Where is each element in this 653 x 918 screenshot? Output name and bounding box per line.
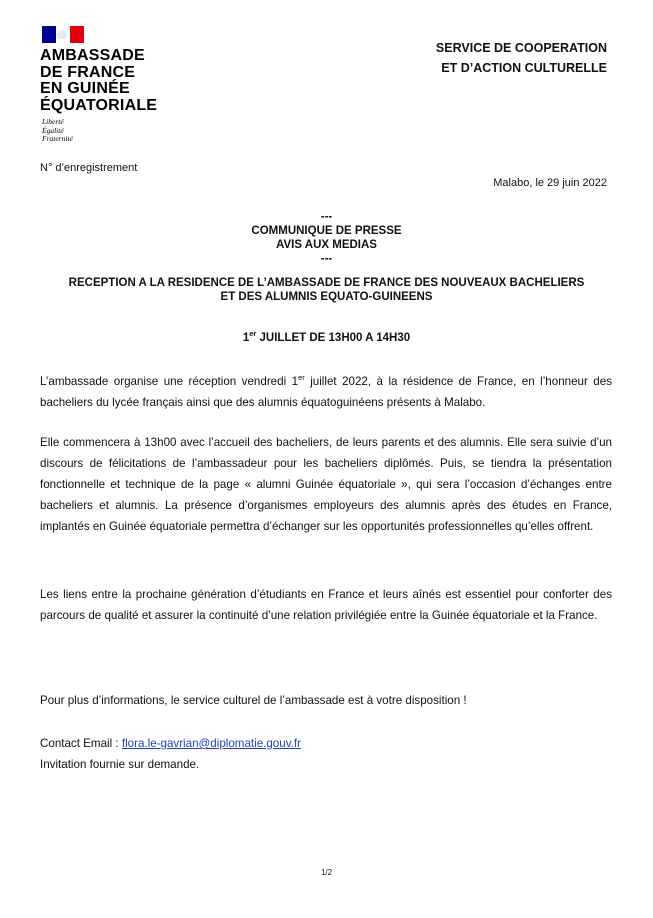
media-notice-title: AVIS AUX MEDIAS <box>276 239 377 251</box>
event-day-suffix: er <box>249 329 257 339</box>
invitation-note: Invitation fournie sur demande. <box>40 758 200 771</box>
separator: --- <box>320 253 333 265</box>
paragraph-links: Les liens entre la prochaine génération d’étudiants en France et leurs aînés est essentiel pour conforter des parcours de qualité et assurer la continuité d’une relation privilégiée entre la Guinée équatoriale et la France. <box>40 588 612 622</box>
french-flag-logo <box>42 26 84 43</box>
motto-line: Fraternité <box>42 134 73 143</box>
press-release-title: COMMUNIQUE DE PRESSE <box>251 225 402 237</box>
event-time <box>40 331 613 345</box>
service-line: SERVICE DE COOPERATION <box>435 41 607 55</box>
superscript: er <box>298 373 305 383</box>
paragraph-info: Pour plus d’informations, le service culturel de l’ambassade est à votre disposition ! <box>40 694 467 707</box>
headline <box>40 276 613 304</box>
contact-block <box>40 733 301 775</box>
event-time-text: JUILLET DE 13H00 A 14H30 <box>256 332 411 344</box>
headline-line: RECEPTION A LA RESIDENCE DE L’AMBASSADE DE FRANCE DES NOUVEAUX BACHELIERS <box>68 277 585 289</box>
document-date: Malabo, le 29 juin 2022 <box>493 177 607 189</box>
service-line: ET D’ACTION CULTURELLE <box>441 61 607 75</box>
press-release-heading <box>40 210 613 266</box>
motto-line: Liberté <box>42 117 64 126</box>
paragraph-text: L’ambassade organise une réception vendredi 1 <box>40 375 299 388</box>
contact-label: Contact Email : <box>40 737 122 750</box>
event-day: 1 <box>242 332 250 344</box>
motto-line: Égalité <box>42 125 64 135</box>
registration-number-label: N° d’enregistrement <box>40 162 138 174</box>
embassy-line: ÉQUATORIALE <box>40 96 158 114</box>
paragraph-program: Elle commencera à 13h00 avec l’accueil des bacheliers, de leurs parents et des alumnis. Elle sera suivie d’un discours de félicitations de l’ambassadeur pour les bacheliers diplômés. Puis, se tiendra la présentation fonctionnelle et technique de la page « alumni Guinée équatoriale », qui sera l’occasion d’échanges entre bacheliers et alumnis. La présence d’organismes employeurs des alumnis après des études en France, implantés en Guinée équatoriale permettra d’échanger sur les opportunités professionnelles qu’elles offrent. <box>40 436 612 533</box>
page-number: 1/2 <box>320 868 333 877</box>
headline-line: ET DES ALUMNIS EQUATO-GUINEENS <box>220 291 433 303</box>
service-heading <box>436 38 607 78</box>
embassy-line: AMBASSADE <box>40 47 145 64</box>
embassy-line: EN GUINÉE <box>40 80 130 97</box>
republic-motto <box>42 118 73 144</box>
paragraph-invitation <box>40 371 612 413</box>
embassy-line: DE FRANCE <box>40 63 136 81</box>
paragraph-text: juillet 2022, à la résidence de France, en l’honneur des bacheliers du lycée français ainsi que des alumnis équatoguinéens présents à Malabo. <box>40 375 613 409</box>
embassy-name <box>40 48 157 114</box>
separator: --- <box>320 211 333 223</box>
contact-email-link[interactable]: flora.le-gavrian@diplomatie.gouv.fr <box>121 737 301 750</box>
